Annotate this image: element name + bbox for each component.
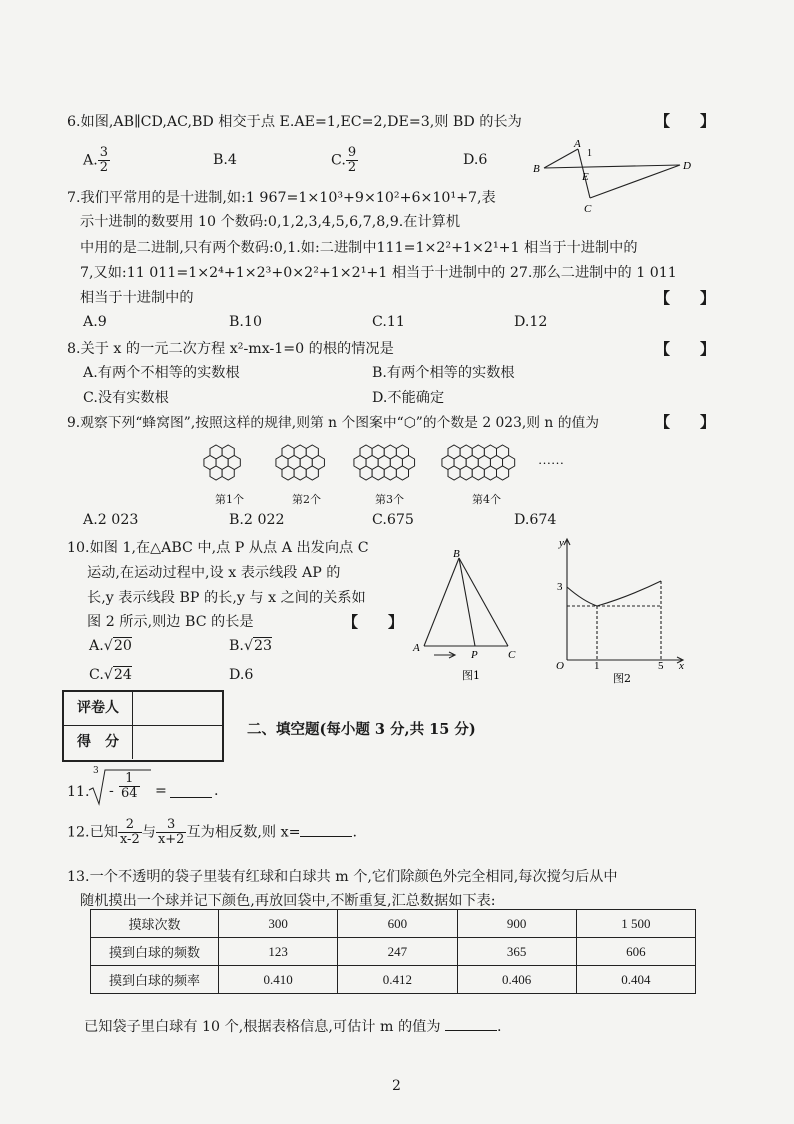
honeycomb-cell — [484, 466, 496, 480]
q10-fig2-axis-y: y — [559, 537, 564, 549]
q11-root-index: 3 — [93, 766, 99, 776]
q6-figure — [530, 136, 710, 216]
grader-row-2 — [64, 726, 222, 759]
q9-answer-bracket: 【 】 — [655, 415, 716, 431]
q6-stem: 6.如图,AB∥CD,AC,BD 相交于点 E.AE=1,EC=2,DE=3,则 BD 的长为 — [67, 114, 522, 130]
q10-option-c — [89, 667, 132, 683]
q11-period: . — [214, 783, 219, 799]
q12-f2-numerator: 3 — [156, 818, 187, 833]
honeycomb-cell — [448, 466, 460, 480]
table-header-cell: 摸到白球的频率 — [91, 966, 219, 994]
q13-last-line: 已知袋子里白球有 10 个,根据表格信息,可估计 m 的值为 — [84, 1019, 441, 1035]
q10-option-b-label: B. — [229, 638, 244, 654]
q11-fraction — [119, 772, 140, 801]
q10-fig1-caption: 图1 — [462, 669, 480, 682]
q10-option-a-radicand: 20 — [113, 638, 132, 654]
q10-fig1-label-c: C — [508, 649, 516, 661]
q6-c-numerator: 9 — [347, 145, 357, 160]
q6-answer-bracket: 【 】 — [655, 114, 716, 130]
q10-fig1-label-a: A — [413, 642, 420, 654]
q8-option-c: C.没有实数根 — [83, 390, 169, 406]
table-row — [91, 966, 696, 994]
q7-line-4: 7,又如:11 011=1×2⁴+1×2³+0×2²+1×2¹+1 相当于十进制中的 27.那么二进制中的 1 011 — [80, 265, 677, 281]
q6-a-numerator: 3 — [99, 145, 109, 160]
q10-line-1: 10.如图 1,在△ABC 中,点 P 从点 A 出发向点 C — [67, 540, 369, 556]
q6-option-c — [331, 146, 358, 175]
q12-f1-numerator: 2 — [118, 818, 142, 833]
q6-option-a — [83, 146, 110, 175]
q13-end: . — [497, 1019, 502, 1035]
table-row — [91, 910, 696, 938]
q12-mid: 与 — [141, 824, 156, 841]
q13-answer-blank[interactable] — [445, 1018, 497, 1031]
grader-label: 评卷人 — [64, 692, 133, 725]
q10-figure-2 — [553, 535, 703, 685]
q10-fig2-x-tick-1: 1 — [594, 660, 600, 672]
q10-option-a — [89, 638, 132, 654]
table-cell: 0.412 — [338, 966, 457, 994]
q9-caption-4: 第4个 — [472, 493, 501, 506]
table-cell: 0.410 — [219, 966, 338, 994]
honeycomb-cell — [282, 466, 294, 480]
q6-label-d: D — [683, 160, 691, 172]
q7-option-b: B.10 — [229, 314, 262, 330]
q8-option-d: D.不能确定 — [372, 390, 445, 406]
q6-option-a-label: A. — [83, 152, 98, 169]
q12-f1-denominator: x-2 — [119, 832, 140, 847]
q13-line-2: 随机摸出一个球并记下颜色,再放回袋中,不断重复,汇总数据如下表: — [80, 893, 496, 909]
q9-option-b: B.2 022 — [229, 512, 285, 528]
table-header-cell: 摸球次数 — [91, 910, 219, 938]
sqrt-icon: √ — [103, 638, 113, 654]
q6-option-c-fraction — [346, 146, 358, 175]
honeycomb-cell — [210, 466, 222, 480]
q8-answer-bracket: 【 】 — [655, 342, 716, 358]
honeycomb-cell — [497, 466, 509, 480]
q9-caption-1: 第1个 — [215, 493, 244, 506]
sqrt-icon: √ — [243, 638, 253, 654]
q9-option-d: D.674 — [514, 512, 557, 528]
honeycomb-cell — [372, 466, 384, 480]
q10-fig1-label-b: B — [453, 548, 460, 560]
grader-box — [62, 690, 224, 762]
q8-option-b: B.有两个相等的实数根 — [372, 365, 515, 381]
q6-angle-mark: 1 — [587, 148, 592, 159]
q6-option-c-label: C. — [331, 152, 346, 169]
q9-ellipsis: …… — [538, 452, 564, 467]
q12-suffix: 互为相反数,则 x= — [186, 824, 301, 841]
q12-end: . — [352, 824, 357, 841]
q6-c-denominator: 2 — [347, 160, 357, 175]
honeycomb-cell — [306, 466, 318, 480]
q11-number: 11. — [67, 784, 90, 800]
q10-fig2-x-tick-5: 5 — [658, 660, 664, 672]
honeycomb-cell — [396, 466, 408, 480]
q10-option-d: D.6 — [229, 667, 254, 683]
q11-answer-blank[interactable] — [170, 785, 212, 798]
q7-answer-bracket: 【 】 — [655, 291, 716, 307]
q13-line-1: 13.一个不透明的袋子里装有红球和白球共 m 个,它们除颜色外完全相同,每次搅匀后从中 — [67, 869, 618, 885]
table-cell: 300 — [219, 910, 338, 938]
q6-option-a-fraction — [98, 146, 110, 175]
q10-option-b — [229, 638, 272, 654]
q7-line-2: 示十进制的数要用 10 个数码:0,1,2,3,4,5,6,7,8,9.在计算机 — [80, 214, 461, 230]
honeycomb-cell — [360, 466, 372, 480]
q11-numerator: 1 — [119, 772, 140, 787]
q6-option-d: D.6 — [463, 152, 488, 168]
honeycomb-cell — [384, 466, 396, 480]
q6-a-denominator: 2 — [99, 160, 109, 175]
q13-question — [84, 1016, 502, 1036]
q11-equals: = — [155, 783, 167, 799]
q8-stem: 8.关于 x 的一元二次方程 x²-mx-1=0 的根的情况是 — [67, 341, 394, 357]
q12 — [67, 818, 357, 847]
q10-line-2: 运动,在运动过程中,设 x 表示线段 AP 的 — [87, 565, 341, 581]
q10-option-c-label: C. — [89, 667, 104, 683]
q10-fig1-label-p: P — [471, 649, 478, 661]
honeycomb-group — [204, 445, 515, 480]
q10-figure-1 — [412, 548, 532, 683]
q10-fig2-y-tick: 3 — [557, 581, 563, 593]
q9-option-a: A.2 023 — [83, 512, 139, 528]
q12-fraction-1 — [118, 818, 142, 847]
q10-answer-bracket: 【 】 — [343, 615, 404, 631]
q10-line-4: 图 2 所示,则边 BC 的长是 — [87, 614, 254, 630]
table-cell: 0.406 — [457, 966, 576, 994]
q9-caption-2: 第2个 — [292, 493, 321, 506]
table-cell: 600 — [338, 910, 457, 938]
q6-option-b: B.4 — [213, 152, 237, 168]
q7-line-1: 7.我们平常用的是十进制,如:1 967=1×10³+9×10²+6×10¹+7,表 — [67, 190, 496, 206]
q7-line-3: 中用的是二进制,只有两个数码:0,1.如:二进制中111=1×2²+1×2¹+1 相当于十进制中的 — [80, 240, 638, 256]
honeycomb-cell — [294, 466, 306, 480]
page-number: 2 — [392, 1078, 401, 1094]
q7-option-c: C.11 — [372, 314, 405, 330]
q9-stem: 9.观察下列“蜂窝图”,按照这样的规律,则第 n 个图案中“⬡”的个数是 2 023,则 n 的值为 — [67, 415, 600, 431]
honeycomb-cell — [222, 466, 234, 480]
q6-label-c: C — [584, 203, 592, 215]
grader-row-1 — [64, 692, 222, 726]
q13-data-table — [90, 909, 696, 994]
score-label: 得 分 — [64, 726, 133, 759]
q6-label-a: A — [574, 138, 581, 150]
honeycomb-cell — [472, 466, 484, 480]
honeycomb-cell — [460, 466, 472, 480]
table-cell: 1 500 — [576, 910, 695, 938]
q10-fig2-axis-x: x — [679, 660, 684, 672]
q6-label-b: B — [533, 163, 540, 175]
q10-fig2-origin: O — [556, 660, 564, 672]
q10-fig2-caption: 图2 — [613, 672, 631, 685]
q7-line-5: 相当于十进制中的 — [80, 290, 194, 306]
q9-caption-3: 第3个 — [375, 493, 404, 506]
table-cell: 123 — [219, 938, 338, 966]
q10-option-c-radicand: 24 — [113, 667, 132, 683]
q9-option-c: C.675 — [372, 512, 414, 528]
sqrt-icon: √ — [103, 667, 113, 683]
q12-answer-blank[interactable] — [300, 824, 352, 837]
q12-f2-denominator: x+2 — [157, 832, 185, 847]
table-cell: 606 — [576, 938, 695, 966]
table-header-cell: 摸到白球的频数 — [91, 938, 219, 966]
q10-option-b-radicand: 23 — [253, 638, 273, 654]
q10-line-3: 长,y 表示线段 BP 的长,y 与 x 之间的关系如 — [87, 590, 366, 606]
q7-option-a: A.9 — [83, 314, 107, 330]
section-2-title: 二、填空题(每小题 3 分,共 15 分) — [247, 721, 476, 738]
q12-prefix: 12.已知 — [67, 824, 118, 841]
q10-option-a-label: A. — [89, 638, 104, 654]
q11-minus: - — [109, 783, 114, 799]
table-row — [91, 938, 696, 966]
q12-fraction-2 — [156, 818, 187, 847]
table-cell: 365 — [457, 938, 576, 966]
q11-denominator: 64 — [121, 786, 138, 801]
q7-option-d: D.12 — [514, 314, 548, 330]
table-cell: 0.404 — [576, 966, 695, 994]
q6-label-e: E — [582, 171, 589, 183]
table-cell: 247 — [338, 938, 457, 966]
table-cell: 900 — [457, 910, 576, 938]
q8-option-a: A.有两个不相等的实数根 — [83, 365, 240, 381]
